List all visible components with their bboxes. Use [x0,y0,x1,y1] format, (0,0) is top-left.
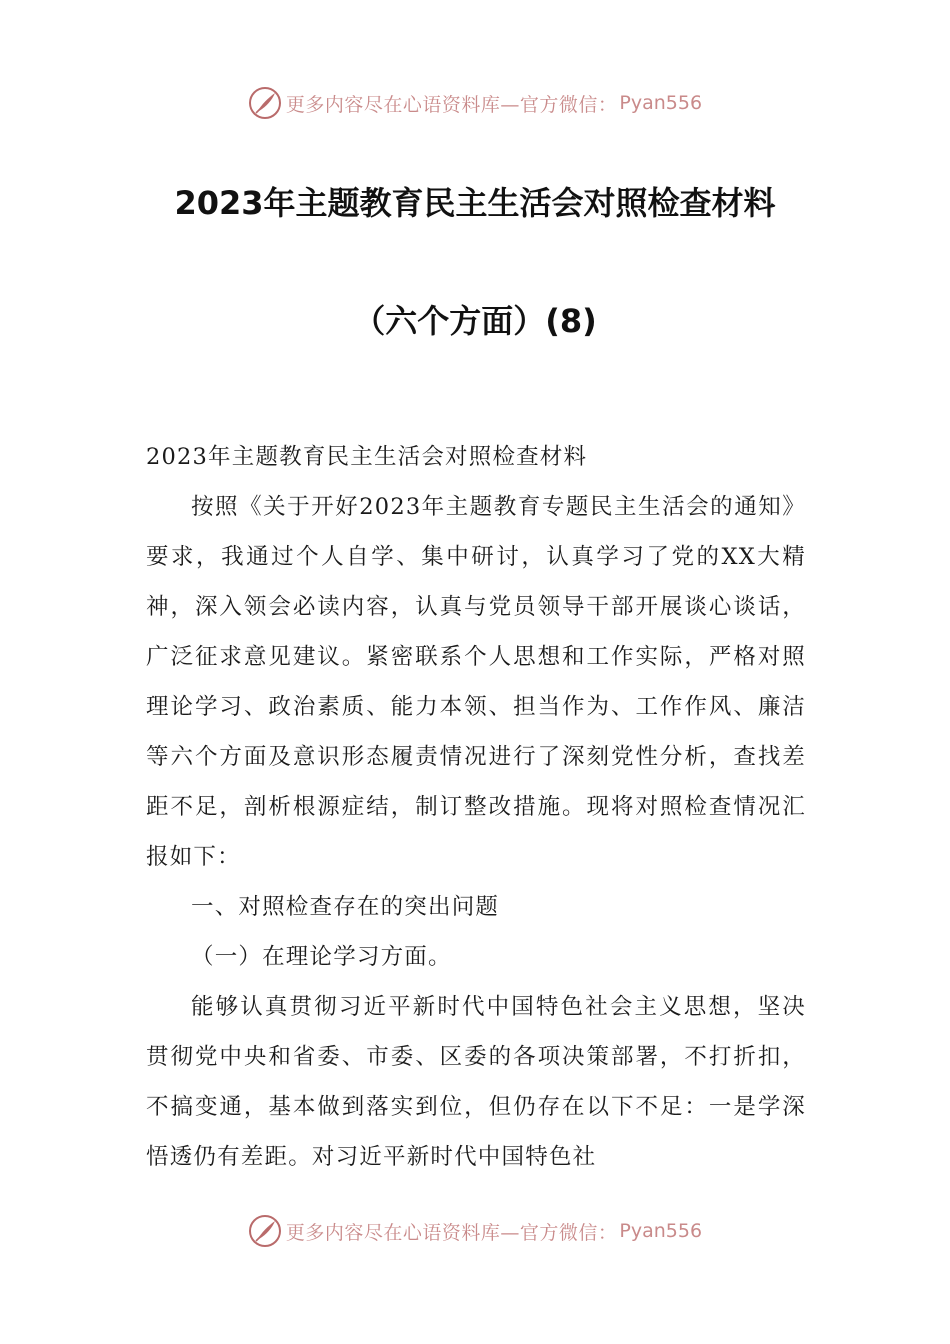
body-subtitle: 2023年主题教育民主生活会对照检查材料 [146,444,588,470]
feather-pen-logo [248,1214,282,1248]
body-paragraph-intro: 按照《关于开好2023年主题教育专题民主生活会的通知》要求，我通过个人自学、集中研讨，认真学习了党的XX大精神，深入领会必读内容，认真与党员领导干部开展谈心谈话，广泛征求意见建议。紧密联系个人思想和工作实际，严格对照理论学习、政治素质、能力本领、担当作为、工作作风、廉洁等六个方面及意识形态履责情况进行了深刻党性分析，查找差距不足，剖析根源症结，制订整改措施。现将对照检查情况汇报如下： [146,494,806,870]
document-title-line1: 2023年主题教育民主生活会对照检查材料 [174,184,776,222]
watermark-handle: Pyan556 [619,1220,703,1242]
document-title-line2: （六个方面）(8) [353,302,597,340]
body-paragraph-theory: 能够认真贯彻习近平新时代中国特色社会主义思想，坚决贯彻党中央和省委、市委、区委的各项决策部署，不打折扣，不搞变通，基本做到落实到位，但仍存在以下不足：一是学深悟透仍有差距。对习近平新时代中国特色社 [146,994,806,1170]
watermark-text: 更多内容尽在心语资料库—官方微信： [285,93,618,116]
feather-pen-logo [248,86,282,120]
watermark-footer [0,1211,950,1251]
watermark-header [0,83,950,123]
watermark-handle: Pyan556 [619,92,703,114]
subsection-heading: （一）在理论学习方面。 [191,944,452,970]
section-heading: 一、对照检查存在的突出问题 [191,894,500,920]
document-body [146,432,806,1182]
watermark-text: 更多内容尽在心语资料库—官方微信： [285,1221,618,1244]
